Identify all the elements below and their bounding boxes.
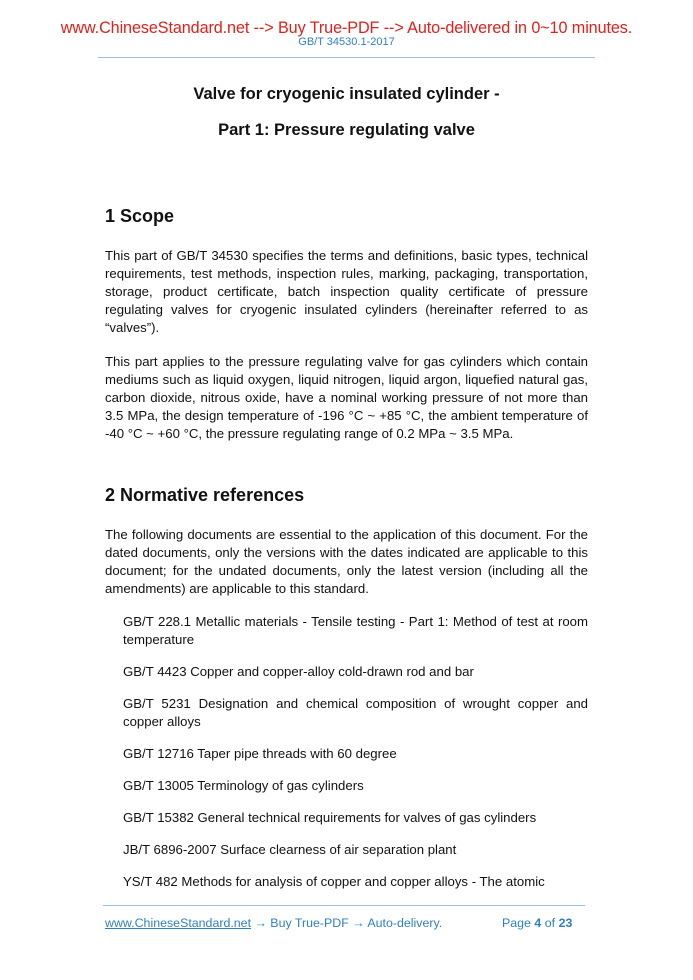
footer-promo bbox=[105, 916, 442, 930]
footer-tagline: → Buy True-PDF → Auto-delivery. bbox=[251, 916, 443, 930]
header-divider bbox=[98, 57, 595, 58]
normative-references-intro: The following documents are essential to the application of this document. For the dated documents, only the versions with the dates indicated are applicable to this document; for the undated documents, only the latest version (including all the amendments) are applicable to this standard. bbox=[105, 527, 588, 596]
scope-paragraph-1: This part of GB/T 34530 specifies the terms and definitions, basic types, technical requirements, test methods, inspection rules, marking, packaging, transportation, storage, product certificate, batch inspection quality certificate of pressure regulating valves for cryogenic insulated cylinders (hereinafter referred to as “valves”). bbox=[105, 248, 588, 335]
page-indicator bbox=[502, 916, 572, 930]
reference-item: GB/T 12716 Taper pipe threads with 60 degree bbox=[123, 746, 397, 761]
reference-item: YS/T 482 Methods for analysis of copper and copper alloys - The atomic bbox=[123, 874, 545, 889]
reference-item: GB/T 4423 Copper and copper-alloy cold-drawn rod and bar bbox=[123, 664, 474, 679]
reference-item: GB/T 5231 Designation and chemical composition of wrought copper and copper alloys bbox=[123, 696, 588, 729]
reference-item: GB/T 15382 General technical requirements for valves of gas cylinders bbox=[123, 810, 537, 825]
promo-banner: www.ChineseStandard.net --> Buy True-PDF --> Auto-delivered in 0~10 minutes. bbox=[60, 19, 633, 37]
scope-paragraph-2: This part applies to the pressure regulating valve for gas cylinders which contain mediums such as liquid oxygen, liquid nitrogen, liquid argon, liquefied natural gas, carbon dioxide, nitrous oxide, have a nominal working pressure of not more than 3.5 MPa, the design temperature of -196 °C ~ +85 °C, the ambient temperature of -40 °C ~ +60 °C, the pressure regulating range of 0.2 MPa ~ 3.5 MPa. bbox=[105, 354, 588, 441]
reference-item: GB/T 228.1 Metallic materials - Tensile testing - Part 1: Method of test at room temperature bbox=[123, 614, 588, 647]
section-heading-normative-references: 2 Normative references bbox=[105, 485, 305, 505]
reference-item: GB/T 13005 Terminology of gas cylinders bbox=[123, 778, 364, 793]
reference-item: JB/T 6896-2007 Surface clearness of air separation plant bbox=[123, 842, 457, 857]
page-current: 4 bbox=[534, 916, 542, 930]
of-label: of bbox=[544, 916, 556, 930]
page-label: Page bbox=[502, 916, 531, 930]
footer-divider bbox=[103, 905, 585, 906]
section-heading-scope: 1 Scope bbox=[105, 206, 175, 226]
document-subtitle: Part 1: Pressure regulating valve bbox=[218, 121, 475, 139]
document-title: Valve for cryogenic insulated cylinder - bbox=[193, 85, 500, 103]
standard-code: GB/T 34530.1-2017 bbox=[298, 36, 395, 48]
page-total: 23 bbox=[558, 916, 573, 930]
chinesestandard-link[interactable]: www.ChineseStandard.net bbox=[105, 916, 252, 930]
